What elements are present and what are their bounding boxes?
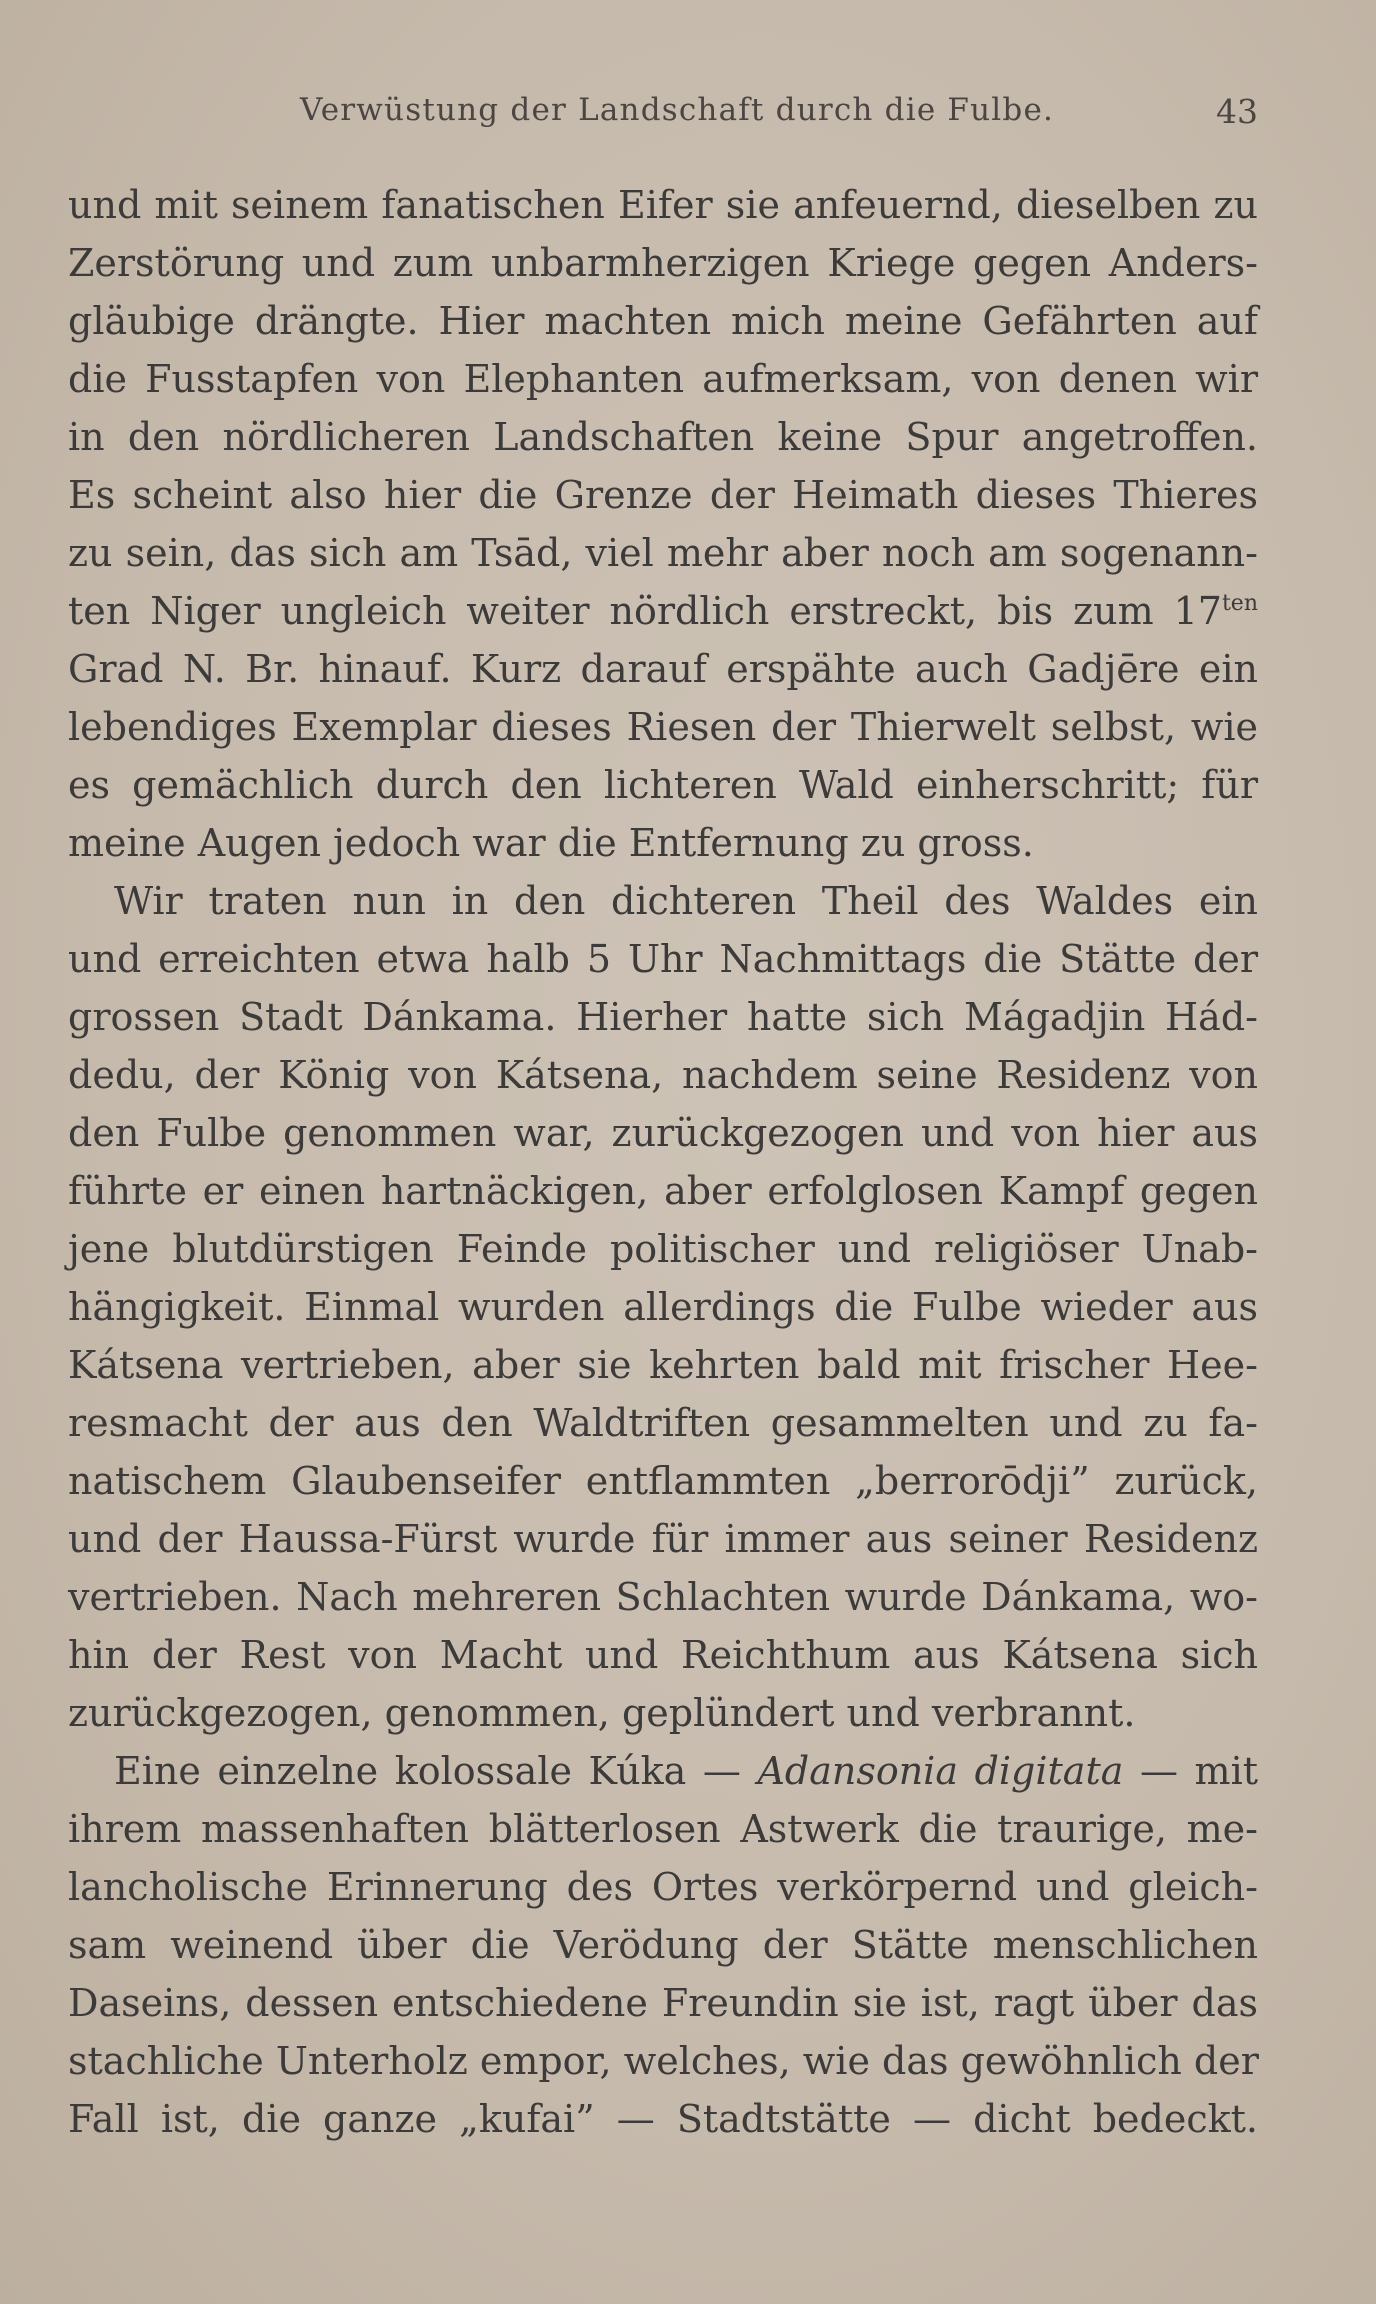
text-line: natischem Glaubenseifer entflammten „berrorōdji” zurück, [68,1459,1258,1503]
text-line: dedu, der König von Kátsena, nachdem seine Residenz von [68,1053,1258,1097]
text-line: und der Haussa-Fürst wurde für immer aus seiner Residenz [68,1517,1258,1561]
running-title: Verwüstung der Landschaft durch die Fulbe. [300,92,1055,128]
paragraph-1 [68,176,1258,872]
text-line [68,1742,1258,1800]
text-line: zurückgezogen, genommen, geplündert und verbrannt. [68,1691,1136,1735]
text-line: gläubige drängte. Hier machten mich meine Gefährten auf [68,299,1258,343]
text-line: Kátsena vertrieben, aber sie kehrten bald mit frischer Hee- [68,1343,1258,1387]
text-line: Zerstörung und zum unbarmherzigen Kriege gegen Anders- [68,241,1258,285]
text-line: führte er einen hartnäckigen, aber erfolglosen Kampf gegen [68,1169,1258,1213]
running-head [0,92,1376,142]
text-line-start: Eine einzelne kolossale Kúka — [114,1749,758,1793]
paragraph-2 [68,872,1258,1742]
text-line: ihrem massenhaften blätterlosen Astwerk die traurige, me- [68,1807,1258,1851]
text-line: die Fusstapfen von Elephanten aufmerksam, von denen wir [68,357,1258,401]
superscript-ten: ten [1221,591,1258,616]
text-line: Fall ist, die ganze „kufai” — Stadtstätte — dicht bedeckt. [68,2097,1258,2141]
text-line: Daseins, dessen entschiedene Freundin sie ist, ragt über das [68,1981,1258,2025]
text-line: Wir traten nun in den dichteren Theil des Waldes ein [114,879,1258,923]
text-line: Es scheint also hier die Grenze der Heimath dieses Thieres [68,473,1258,517]
paragraph-3 [68,1742,1258,2148]
text-line: und mit seinem fanatischen Eifer sie anfeuernd, dieselben zu [68,183,1258,227]
text-line [68,582,1258,640]
page-number: 43 [1216,92,1258,131]
text-line: den Fulbe genommen war, zurückgezogen und von hier aus [68,1111,1258,1155]
text-line-end: — mit [1123,1749,1259,1793]
text-line: lancholische Erinnerung des Ortes verkörpernd und gleich- [68,1865,1258,1909]
body-text [68,176,1258,2148]
text-line: und erreichten etwa halb 5 Uhr Nachmittags die Stätte der [68,937,1258,981]
text-line: vertrieben. Nach mehreren Schlachten wurde Dánkama, wo- [68,1575,1258,1619]
text-line-main: ten Niger ungleich weiter nördlich erstreckt, bis zum 17 [68,589,1222,633]
text-line: jene blutdürstigen Feinde politischer und religiöser Unab- [68,1227,1258,1271]
text-line: meine Augen jedoch war die Entfernung zu gross. [68,821,1034,865]
text-line: stachliche Unterholz empor, welches, wie das gewöhnlich der [68,2039,1259,2083]
text-line: es gemächlich durch den lichteren Wald einherschritt; für [68,763,1258,807]
text-line: in den nördlicheren Landschaften keine Spur angetroffen. [68,415,1258,459]
text-line: hin der Rest von Macht und Reichthum aus Kátsena sich [68,1633,1258,1677]
text-line: lebendiges Exemplar dieses Riesen der Thierwelt selbst, wie [68,705,1258,749]
text-line: grossen Stadt Dánkama. Hierher hatte sich Mágadjin Hád- [68,995,1258,1039]
text-line: hängigkeit. Einmal wurden allerdings die Fulbe wieder aus [68,1285,1258,1329]
text-line: sam weinend über die Verödung der Stätte menschlichen [68,1923,1258,1967]
text-line: Grad N. Br. hinauf. Kurz darauf erspähte auch Gadjēre ein [68,647,1258,691]
text-line: resmacht der aus den Waldtriften gesammelten und zu fa- [68,1401,1258,1445]
text-line: zu sein, das sich am Tsād, viel mehr aber noch am sogenann- [68,531,1258,575]
species-name: Adansonia digitata [757,1749,1124,1793]
